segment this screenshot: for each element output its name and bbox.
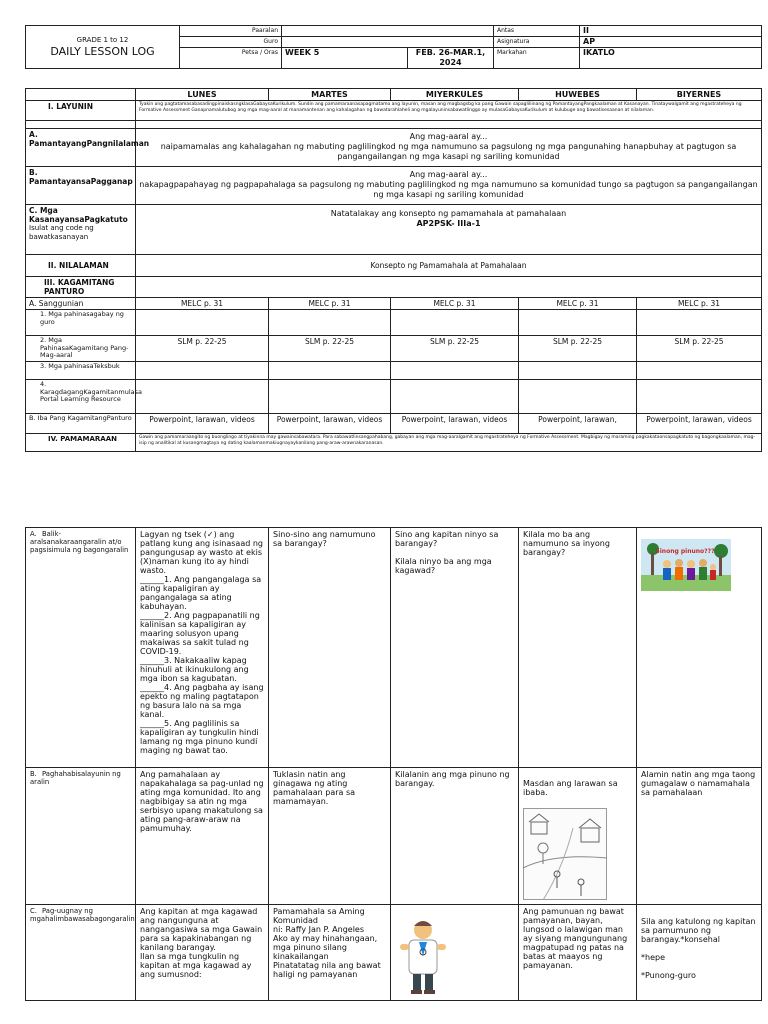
references-label: A. Sanggunian [26,298,136,310]
dll-header [25,25,762,69]
activity-cell: Sino-sino ang namumuno sa barangay? [269,528,391,768]
subject-label: Asignatura [494,37,580,48]
other-materials-cell: Powerpoint, larawan, videos [269,414,391,434]
portal-resources-cell [269,380,391,414]
activity-cell: Sino ang kapitan ninyo sa barangay? Kilala ninyo ba ang mga kagawad? [391,528,519,768]
row-letter: B. [30,770,37,778]
teacher-guide-cell [391,310,519,336]
procedure-table [25,527,762,1001]
competencies-label: C. Mga KasanayansaPagkatuto [29,206,128,224]
row-label-text: Paghahabisalayunin ng aralin [30,770,121,786]
quarter-label: Markahan [494,48,580,69]
competencies-note: Isulat ang code ng bawatkasanayan [29,224,94,241]
other-materials-cell: Powerpoint, larawan, videos [391,414,519,434]
day-header: MARTES [269,89,391,101]
quarter-value: IKATLO [580,48,762,69]
content-standard-label: A. PamantayangPangnilalaman [26,129,136,167]
learner-materials-label: 2. Mga PahinasaKagamitang Pang-Mag-aaral [26,336,136,362]
performance-standard-cell [136,167,762,205]
day-header: MIYERKULES [391,89,519,101]
activity-cell: Ang kapitan at mga kagawad ang nangunguna at nangangasiwa sa mga Gawain para sa kapakinabangan ng kanilang barangay. Ilan sa mga tungkulin ng kapitan at mga kagawad ay ang sumusnod: [136,905,269,1001]
reference-cell: MELC p. 31 [637,298,762,310]
header-brand [26,26,180,69]
teacher-guide-cell [637,310,762,336]
learner-materials-cell: SLM p. 22-25 [391,336,519,362]
textbook-cell [519,362,637,380]
performance-standard-text: nakapagpapahayag ng pagpapahalaga sa pagsulong ng mabuting paglilingkod ng mga namumuno sa komunidad tungo sa pagtugon sa pangangailangan ng mga kasapi ng sariling komunidad [139,180,758,199]
portal-resources-cell [637,380,762,414]
teacher-label: Guro [180,37,282,48]
learner-materials-cell: SLM p. 22-25 [136,336,269,362]
activity-cell: Lagyan ng tsek (✓) ang patlang kung ang isinasaad ng pangungusap ay wasto at ekis (X)naman kung ito ay hindi wasto. ______1. Ang pangangalaga sa ating kapaligiran ay pangangalaga sa ating kabuhayan. ______2. Ang pagpapanatili ng kalinisan sa kapaligiran ay maaring solusyon upang makaiwas sa sakit tulad ng COVID-19. ______3. Nakakaaliw kapag hinuhuli at ikinukulong ang mga ibon sa kagubatan. ______4. Ang pagbaha ay isang epekto ng maling pagtatapon ng basura lalo na sa mga kanal. ______5. Ang paglilinis sa kapaligiran ay tungkulin hindi lamang ng mga pinuno kundi maging ng bawat tao. [136,528,269,768]
activity-cell: Alamin natin ang mga taong gumagalaw o namamahala sa pamahalaan [637,768,762,905]
content-standard-intro: Ang mag-aaral ay... [409,132,488,141]
content-standard-text: naipamamalas ang kahalagahan ng mabuting paglilingkod ng mga namumuno sa pagsulong ng mga pangunahing hanapbuhay at pagtugon sa pangangailangan ng mga kasapi ng sariling komunidad [160,142,737,161]
textbook-cell [269,362,391,380]
portal-resources-cell [519,380,637,414]
content-text: Konsepto ng Pamamahala at Pamahalaan [136,255,762,277]
spacer-cell [26,121,136,129]
activity-cell-with-image [519,768,637,905]
activity-cell-image [637,528,762,768]
school-label: Paaralan [180,26,282,37]
activity-cell: Ang pamunuan ng bawat pamayanan, bayan, lungsod o lalawigan man ay siyang mangungunang magpatupad ng patas na batas at maayos ng pamayanan. [519,905,637,1001]
content-standard-cell [136,129,762,167]
procedure-label: IV. PAMAMARAAN [26,434,136,452]
reference-cell: MELC p. 31 [136,298,269,310]
textbook-cell [391,362,519,380]
level-value: II [580,26,762,37]
procedure-text: Gawin ang pamamaraangito ng buonglingo at tiyakinna may gawainsabawatara. Para sabawatlinsangpahabang, gabayan ang mga mag-aaralgamit ang mgastrateheya ng Formative Assessment. Magbigay ng maraming pagkakataonsapagkatuto ng bagongkaalaman, mag-isip ng analitikal at kusangmagtaya ng dating kaalamanmakiugnayaykanilang pang-araw-arawnakaranasan. [136,434,762,452]
leaders-illustration [641,539,731,591]
other-materials-cell: Powerpoint, larawan, [519,414,637,434]
day-header: LUNES [136,89,269,101]
reference-cell: MELC p. 31 [519,298,637,310]
row-label-a [26,528,136,768]
day-header-row [26,89,762,101]
procedure-row-b [26,768,762,905]
row-letter: C. [30,907,37,915]
row-label-b [26,768,136,905]
competency-code: AP2PSK- IIIa-1 [416,219,481,228]
learner-materials-cell: SLM p. 22-25 [269,336,391,362]
activity-cell-image [391,905,519,1001]
other-materials-cell: Powerpoint, larawan, videos [637,414,762,434]
row-letter: A. [30,530,37,538]
day-header-blank [26,89,136,101]
learner-materials-cell: SLM p. 22-25 [637,336,762,362]
reference-cell: MELC p. 31 [391,298,519,310]
row-label-text: Balik-aralsanakaraangaralin at/o pagsisimula ng bagongaralin [30,530,129,554]
content-label: II. NILALAMAN [26,255,136,277]
day-header: BIYERNES [637,89,762,101]
activity-text: Masdan ang larawan sa ibaba. [523,779,618,797]
doctor-illustration [395,916,451,996]
teacher-guide-cell [519,310,637,336]
teacher-guide-cell [136,310,269,336]
competency-text: Natatalakay ang konsepto ng pamamahala at pamahalaan [330,209,567,218]
teacher-value [282,37,494,48]
date-value: FEB. 26-MAR.1, 2024 [408,48,494,69]
textbook-cell [136,362,269,380]
spacer-cell [136,121,762,129]
materials-label: III. KAGAMITANG PANTURO [26,277,136,298]
objectives-label: I. LAYUNIN [26,101,136,121]
school-value [282,26,494,37]
performance-standard-intro: Ang mag-aaral ay... [409,170,488,179]
procedure-row-c [26,905,762,1001]
materials-cell [136,277,762,298]
date-time-label: Petsa / Oras [180,48,282,69]
portal-resources-label: 4. KaragdagangKagamitanmulasa Portal Learning Resource [26,380,136,414]
activity-cell: Kilalanin ang mga pinuno ng barangay. [391,768,519,905]
activity-cell: Ang pamahalaan ay napakahalaga sa pag-unlad ng ating mga komunidad. Ito ang nagbibigay sa atin ng mga serbisyo upang makatulong sa ating pang-araw-araw na pamumuhay. [136,768,269,905]
competencies-cell [136,205,762,255]
portal-resources-cell [391,380,519,414]
activity-cell: Kilala mo ba ang namumuno sa inyong barangay? [519,528,637,768]
activity-cell: Sila ang katulong ng kapitan sa pamumuno ng barangay.*konsehal *hepe *Punong-guro [637,905,762,1001]
textbook-cell [637,362,762,380]
other-materials-cell: Powerpoint, larawan, videos [136,414,269,434]
other-materials-label: B. Iba Pang KagamitangPanturo [26,414,136,434]
subject-value: AP [580,37,762,48]
lesson-table [25,88,762,452]
textbook-label: 3. Mga pahinasaTeksbuk [26,362,136,380]
dll-title: DAILY LESSON LOG [50,45,155,58]
activity-cell: Tuklasin natin ang ginagawa ng ating pamahalaan para sa mamamayan. [269,768,391,905]
row-label-text: Pag-uugnay ng mgahalimbawasabagongaralin [30,907,135,923]
level-label: Antas [494,26,580,37]
illustration-caption: Sinong pinuno??? [655,548,715,555]
grade-label: GRADE 1 to 12 [76,36,129,44]
performance-standard-label: B. PamantayansaPagganap [26,167,136,205]
row-label-c [26,905,136,1001]
competencies-label-cell [26,205,136,255]
portal-resources-cell [136,380,269,414]
teacher-guide-label: 1. Mga pahinasagabay ng guro [26,310,136,336]
week-value: WEEK 5 [282,48,408,69]
teacher-guide-cell [269,310,391,336]
activity-cell: Pamamahala sa Aming Komunidad ni: Raffy Jan P. Angeles Ako ay may hinahangaan, mga pinuno silang kinakailangan Pinatatatag nila ang bawat haligi ng pamayanan [269,905,391,1001]
community-sketch [523,808,607,900]
learner-materials-cell: SLM p. 22-25 [519,336,637,362]
procedure-row-a [26,528,762,768]
day-header: HUWEBES [519,89,637,101]
reference-cell: MELC p. 31 [269,298,391,310]
objectives-text: Tyakin ang pagtatamasabasadingpinaiskasngklasaGabaysaKurikulum. Sundin ang pamamaraanasapagmatamo ang layunin, masan ang magbagsbg ka pang Gawain sapagliliinang ng PamantayangPangkaalaman at Kasanayan. Tinataywalgamit ang mgastrateheya ng Formative Assessment Ganapnamalutubog ang mga mag-aaral at manamantenan ang kahalagahan ng bawatarahlaheli ang mgalayuninsabawatlinggo ay mulasaGabaysaKurikulum at kulubuge ang bawatisesaanan at nilalaman. [136,101,762,121]
